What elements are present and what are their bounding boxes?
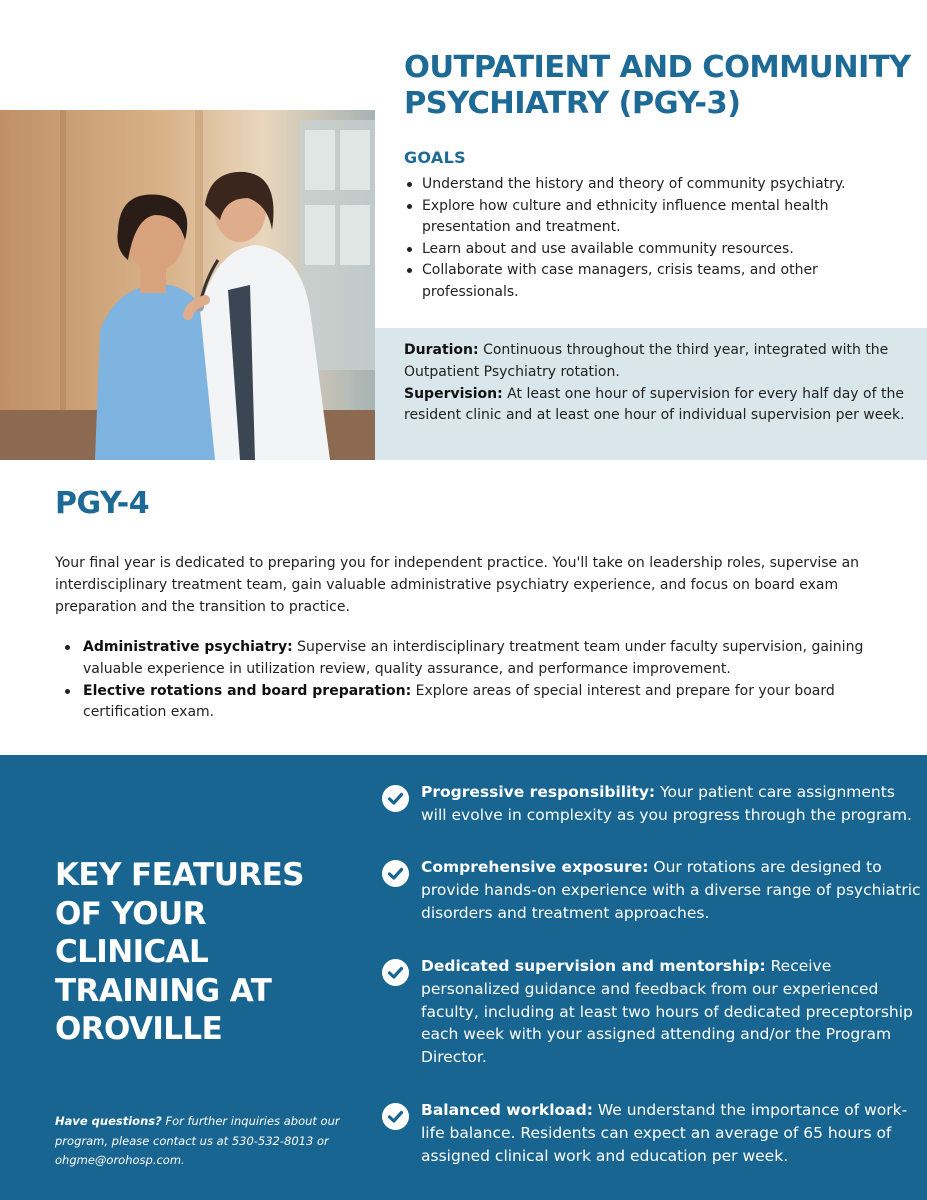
- feature-description: We understand the importance of work-life balance. Residents can expect an average of 65 hours of assigned clinical work and education per week.: [421, 1101, 908, 1165]
- pgy4-list: [65, 637, 885, 724]
- goal-item: Explore how culture and ethnicity influence mental health presentation and treatment.: [404, 196, 909, 239]
- pgy4-item: [65, 637, 885, 681]
- key-features-panel: [0, 755, 927, 1200]
- pgy4-heading: PGY-4: [55, 486, 150, 521]
- feature-label: Comprehensive exposure:: [421, 858, 649, 876]
- feature-text: [421, 781, 921, 827]
- check-circle-icon: [382, 785, 409, 812]
- duration-label: Duration:: [404, 342, 479, 358]
- pgy4-item-text: Supervise an interdisciplinary treatment team under faculty supervision, gaining valuable experience in utilization review, quality assurance, and performance improvement.: [83, 639, 864, 677]
- key-features-heading: KEY FEATURES OF YOUR CLINICAL TRAINING AT OROVILLE: [55, 857, 304, 1047]
- goals-list: [404, 174, 909, 303]
- supervision-line: [404, 384, 907, 428]
- page-title: OUTPATIENT AND COMMUNITY PSYCHIATRY (PGY-3): [404, 50, 911, 121]
- pgy4-item-label: Administrative psychiatry:: [83, 639, 293, 655]
- feature-description: Your patient care assignments will evolve in complexity as you progress through the program.: [421, 783, 912, 824]
- feature-description: Receive personalized guidance and feedback from our experienced faculty, including at least two hours of dedicated preceptorship each week with your assigned attending and/or the Program Director.: [421, 957, 913, 1067]
- feature-text: [421, 856, 921, 924]
- goals-heading: GOALS: [404, 148, 466, 167]
- pgy4-item-text: Explore areas of special interest and prepare for your board certification exam.: [83, 682, 835, 721]
- duration-text: Continuous throughout the third year, integrated with the Outpatient Psychiatry rotation.: [404, 342, 889, 380]
- pgy4-item: [65, 681, 885, 725]
- goal-item: Understand the history and theory of community psychiatry.: [404, 174, 909, 196]
- supervision-label: Supervision:: [404, 385, 503, 402]
- supervision-text: At least one hour of supervision for every half day of the resident clinic and at least one hour of individual supervision per week.: [404, 385, 905, 424]
- questions-contact: [55, 1112, 355, 1171]
- check-circle-icon: [382, 860, 409, 887]
- goal-item: Learn about and use available community resources.: [404, 239, 909, 261]
- pgy4-item-label: Elective rotations and board preparation:: [83, 682, 412, 699]
- feature-text: [421, 955, 921, 1069]
- feature-description: Our rotations are designed to provide hands-on experience with a diverse range of psychiatric disorders and treatment approaches.: [421, 858, 921, 922]
- duration-supervision-box: [375, 328, 927, 460]
- feature-label: Dedicated supervision and mentorship:: [421, 957, 766, 975]
- questions-label: Have questions?: [55, 1114, 162, 1128]
- check-circle-icon: [382, 959, 409, 986]
- doctor-patient-photo: [0, 110, 375, 460]
- duration-line: [404, 340, 907, 384]
- check-circle-icon: [382, 1103, 409, 1130]
- questions-text: For further inquiries about our program, please contact us at 530-532-8013 or ohgme@orohosp.com.: [55, 1114, 340, 1167]
- goal-item: Collaborate with case managers, crisis teams, and other professionals.: [404, 260, 909, 303]
- feature-text: [421, 1099, 921, 1167]
- feature-label: Progressive responsibility:: [421, 783, 656, 801]
- feature-label: Balanced workload:: [421, 1101, 593, 1119]
- pgy4-intro: Your final year is dedicated to preparing you for independent practice. You'll take on leadership roles, supervise an interdisciplinary treatment team, gain valuable administrative psychiatry experience, and focus on board exam preparation and the transition to practice.: [55, 555, 860, 615]
